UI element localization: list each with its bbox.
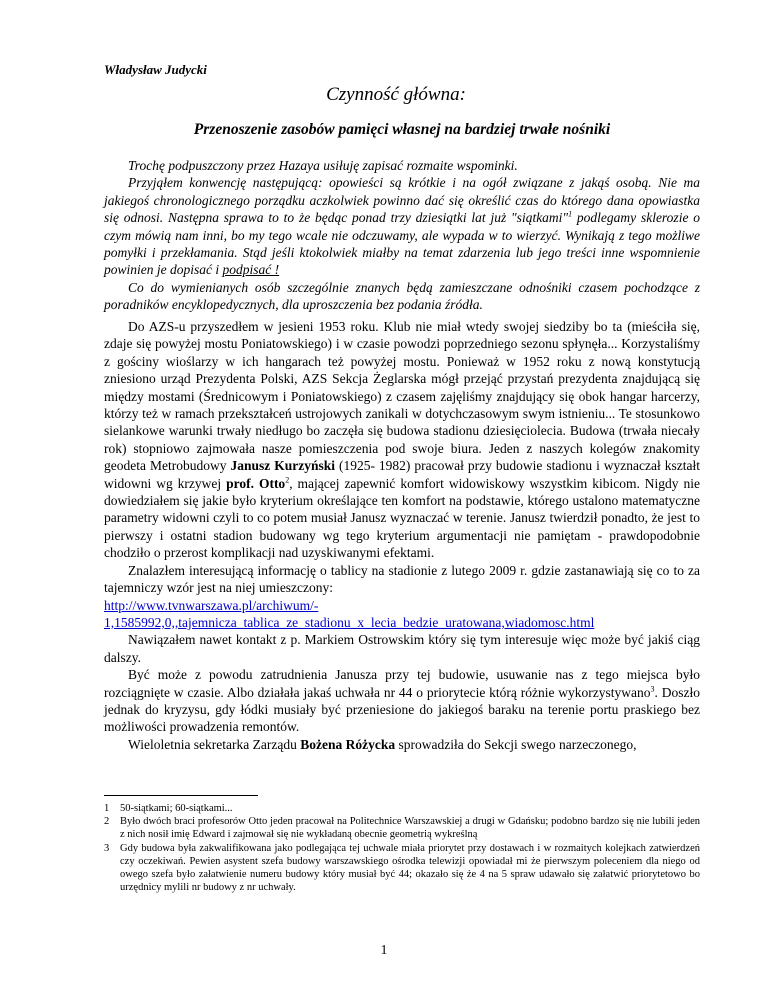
intro-text: podlegamy sklerozie o czym mówią nam inni, bo my tego wcale nie odczuwamy, ale wypada w to wierzyć. Wynikają z tego możliwe pomyłki i przekłamania. Stąd jeśli ktokolwiek miałby na temat zdarzenia lub jego treści inne wspomnienie powinien je dopisać i	[104, 210, 700, 278]
intro-paragraph	[104, 174, 700, 278]
footnote-ref[interactable]: 2	[285, 475, 290, 485]
body-text: . Doszło jednak do kryzysu, gdy łódki musiały być przeniesione do jakiegoś baraku na terenie portu praskiego bez możliwości prowadzenia remontów.	[104, 684, 700, 735]
underlined-text: podpisać !	[222, 262, 280, 278]
body-section	[104, 318, 700, 753]
body-text: (1925- 1982) pracował przy budowie stadionu i wyznaczał kształt widowni wg krzywej	[104, 458, 700, 491]
archive-link[interactable]	[104, 597, 700, 632]
intro-paragraph	[104, 279, 700, 314]
person-name: Janusz Kurzyński	[230, 458, 335, 474]
document-subtitle: Przenoszenie zasobów pamięci własnej na bardziej trwałe nośniki	[193, 121, 611, 138]
footnotes	[104, 802, 700, 894]
body-paragraph	[104, 631, 700, 666]
body-text: Do AZS-u przyszedłem w jesieni 1953 roku. Klub nie miał wtedy swojej siedziby bo ta (mieściła się, zdaje się powyżej mostu Poniatowskiego) i w czasie powodzi poprzedniego sezonu spłynęła... Korzystaliśmy z gościny wioślarzy w ich hangarach też powyżej mostu. Ponieważ w 1952 roku z nową konstytucją zniesiono urząd Prezydenta Polski, AZS Sekcja Żeglarska mógł przejąć przystań prezydenta znajdującą się między mostami (Średnicowym i Poniatowskiego) z czasem zajęliśmy znajdujący się obok hangar harcerzy, którzy też w ramach przekształceń ustrojowych zanikali w dotychczasowym swym istnieniu... Te stosunkowo sielankowe warunki trwały niedługo bo zaczęła się budowa stadionu dziesięciolecia. Budowa (trwała niecały rok) stopniowo zajmowała nasze pomieszczenia pod swoje biura. Jeden z naszych kolegów znakomity geodeta Metrobudowy	[104, 319, 700, 474]
body-text: Nawiązałem nawet kontakt z p. Markiem Ostrowskim który się tym interesuje więc może być jakiś ciąg dalszy.	[104, 632, 700, 665]
footnote-ref[interactable]: 1	[568, 209, 573, 219]
footnote-ref[interactable]: 3	[650, 684, 655, 694]
footnote	[104, 842, 700, 895]
body-text: , mającej zapewnić komfort widowiskowy wszystkim kibicom. Nigdy nie dowiedziałem się jakie było kryterium określające ten komfort na podstawie, którego ustalono matematyczne parametry widowni czyli to co potem musiał Janusz wyznaczać w terenie. Janusz twierdził ponadto, że jest to pierwszy i ostatni stadion budowany wg tego kryterium argumentacji nie pamiętam - prawdopodobnie chodziło o przerost komplikacji nad uzyskiwanymi efektami.	[104, 475, 701, 561]
body-text: sprowadziła do Sekcji swego narzeczonego,	[395, 736, 637, 752]
body-paragraph	[104, 562, 700, 597]
intro-text: Co do wymienianych osób szczególnie znanych będą zamieszczane odnośniki czasem pochodzące z poradników encyklopedycznych, dla uproszczenia bez podania źródła.	[104, 279, 700, 313]
footnote-separator	[104, 795, 258, 796]
footnote-text: Gdy budowa była zakwalifikowana jako podlegająca tej uchwale miała priorytet przy dostawach i w rozmaitych kolejkach zatwierdzeń czy oczekiwań. Pewien asystent szefa budowy warszawskiego ośrodka telewizji opowiadał mi że pierwszym poleceniem dla niego od owego szefa było załatwienie numeru budowy który musiał być 44; okazało się że 4 na 5 spraw udawało się załatwić priorytetowo bo urzędnicy mylili nr budowy z nr uchwały.	[120, 842, 700, 894]
intro-text: Trochę podpuszczony przez Hazaya usiłuję zapisać rozmaite wspominki.	[128, 158, 518, 173]
body-paragraph	[104, 736, 700, 753]
body-text: Być może z powodu zatrudnienia Janusza przy tej budowie, usuwanie nas z tego miejsca było rozciągnięte w czasie. Albo działała jakaś uchwała nr 44 o priorytecie którą różnie wykorzystywano	[104, 667, 700, 700]
footnote-text: Było dwóch braci profesorów Otto jeden pracował na Politechnice Warszawskiej a drugi w Gdańsku; podobno bardzo się nie lubili jeden z nich nosił imię Edward i zajmował się nie wykładaną obecnie geometrią wykreślną	[120, 816, 700, 841]
intro-text: Przyjąłem konwencję następującą: opowieści są krótkie i na ogół związane z jakąś osobą. Nie ma jakiegoś chronologicznego porządku aczkolwiek powinno dać się określić czas do którego dana opowiastka się odnosi. Następna sprawa to to że będąc ponad trzy dziesiątki lat już "siątkami"	[104, 175, 700, 226]
footnote-number: 1	[104, 803, 110, 814]
link-line[interactable]: 1,1585992,0,,tajemnicza_tablica_ze_stadionu_x_lecia_bedzie_uratowana,wiadomosc.html	[104, 614, 595, 630]
person-name: prof. Otto	[226, 475, 286, 491]
body-text: Wieloletnia sekretarka Zarządu	[128, 736, 301, 752]
page-number: 1	[380, 942, 388, 957]
intro-paragraph	[104, 157, 700, 174]
body-text: Znalazłem interesującą informację o tablicy na stadionie z lutego 2009 r. gdzie zastanawiają się co to za tajemniczy wzór jest na niej umieszczony:	[104, 562, 700, 596]
footnote-number: 2	[104, 816, 110, 828]
footnote-number: 3	[104, 842, 110, 854]
intro-section	[104, 157, 700, 314]
footnote	[104, 802, 700, 815]
body-paragraph	[104, 318, 700, 562]
person-name: Bożena Różycka	[300, 736, 396, 752]
document-title: Czynność główna:	[326, 84, 466, 105]
author-name: Władysław Judycki	[104, 62, 207, 77]
footnote-text: 50-siątkami; 60-siątkami...	[120, 803, 233, 814]
body-paragraph	[104, 666, 700, 736]
footnote	[104, 815, 700, 841]
link-line[interactable]: http://www.tvnwarszawa.pl/archiwum/-	[104, 597, 319, 613]
